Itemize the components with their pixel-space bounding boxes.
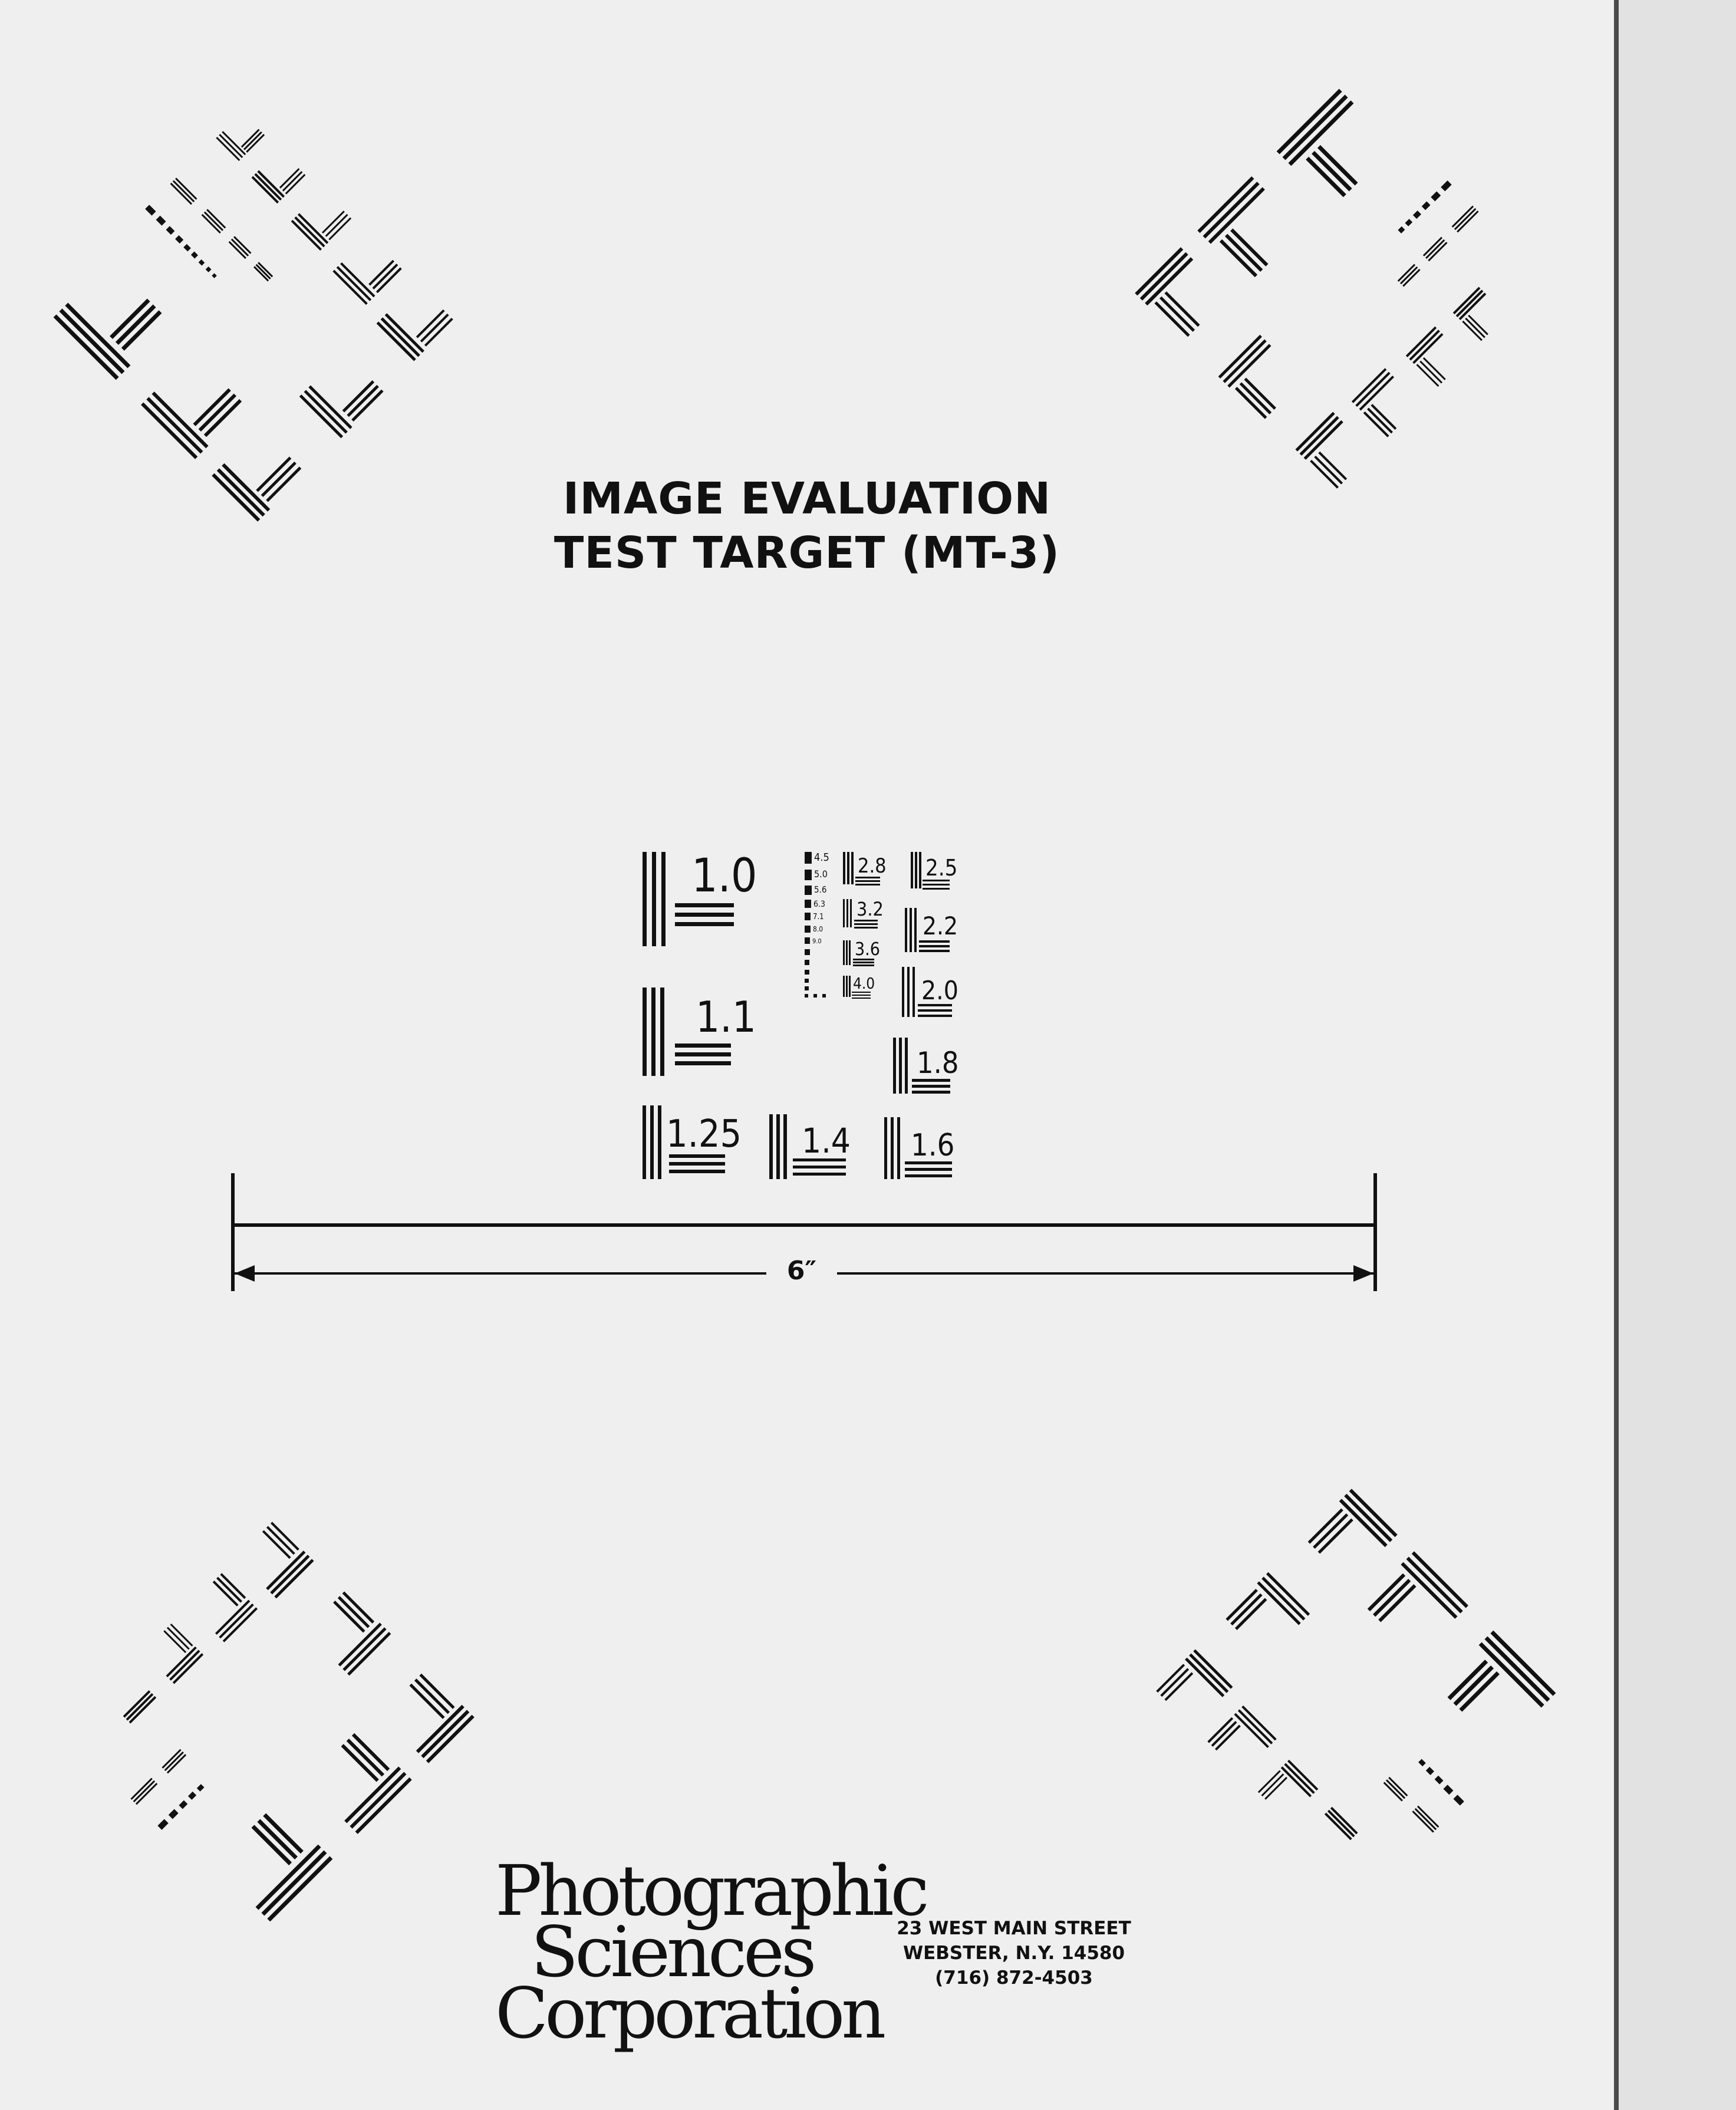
label-4-5: 4.5 bbox=[814, 851, 829, 864]
scale-bar-label: 6″ bbox=[766, 1256, 837, 1286]
label-1-1: 1.1 bbox=[696, 992, 756, 1042]
center-resolution-pattern bbox=[634, 837, 976, 1191]
label-2-8: 2.8 bbox=[858, 854, 887, 878]
logo-line-1: Photographic bbox=[495, 1850, 926, 1931]
label-1-0: 1.0 bbox=[691, 850, 757, 903]
label-1-25: 1.25 bbox=[666, 1112, 742, 1156]
corner-pattern-bottom-right-svg bbox=[1120, 1474, 1592, 1946]
label-6-3: 6.3 bbox=[813, 900, 826, 909]
corner-pattern-bottom-left-svg bbox=[18, 1486, 489, 1957]
corner-pattern-bottom-left bbox=[18, 1486, 489, 1957]
address-phone: (716) 872-4503 bbox=[935, 1967, 1093, 1989]
logo-line-2: Sciences bbox=[531, 1911, 813, 1993]
label-1-4: 1.4 bbox=[802, 1121, 851, 1161]
title-line-2: TEST TARGET (MT-3) bbox=[554, 528, 1060, 578]
label-9-0: 9.0 bbox=[812, 937, 822, 945]
page-edge-strip bbox=[1614, 0, 1736, 2110]
corner-pattern-top-left bbox=[18, 53, 489, 525]
label-4-0: 4.0 bbox=[853, 975, 875, 993]
label-7-1: 7.1 bbox=[813, 913, 824, 921]
company-address bbox=[872, 1916, 1155, 1990]
label-1-6: 1.6 bbox=[911, 1128, 955, 1163]
corner-pattern-top-right bbox=[1120, 53, 1592, 525]
label-2-5: 2.5 bbox=[925, 855, 958, 881]
corner-pattern-top-left-svg bbox=[18, 53, 489, 525]
label-1-8: 1.8 bbox=[917, 1046, 959, 1080]
title-line-1: IMAGE EVALUATION bbox=[562, 473, 1052, 524]
corner-pattern-bottom-right bbox=[1120, 1474, 1592, 1946]
label-3-6: 3.6 bbox=[855, 939, 880, 960]
label-2-2: 2.2 bbox=[923, 911, 958, 940]
address-street: 23 WEST MAIN STREET bbox=[897, 1918, 1131, 1939]
label-8-0: 8.0 bbox=[813, 925, 823, 933]
logo-line-3: Corporation bbox=[495, 1973, 883, 2054]
corner-pattern-top-right-svg bbox=[1120, 53, 1592, 525]
label-5-6: 5.6 bbox=[814, 884, 827, 895]
label-3-2: 3.2 bbox=[857, 898, 884, 920]
label-2-0: 2.0 bbox=[921, 976, 958, 1006]
center-pattern-svg bbox=[634, 837, 976, 1191]
company-logo bbox=[495, 1850, 926, 2054]
label-5-0: 5.0 bbox=[814, 868, 828, 880]
address-city: WEBSTER, N.Y. 14580 bbox=[902, 1943, 1125, 1964]
